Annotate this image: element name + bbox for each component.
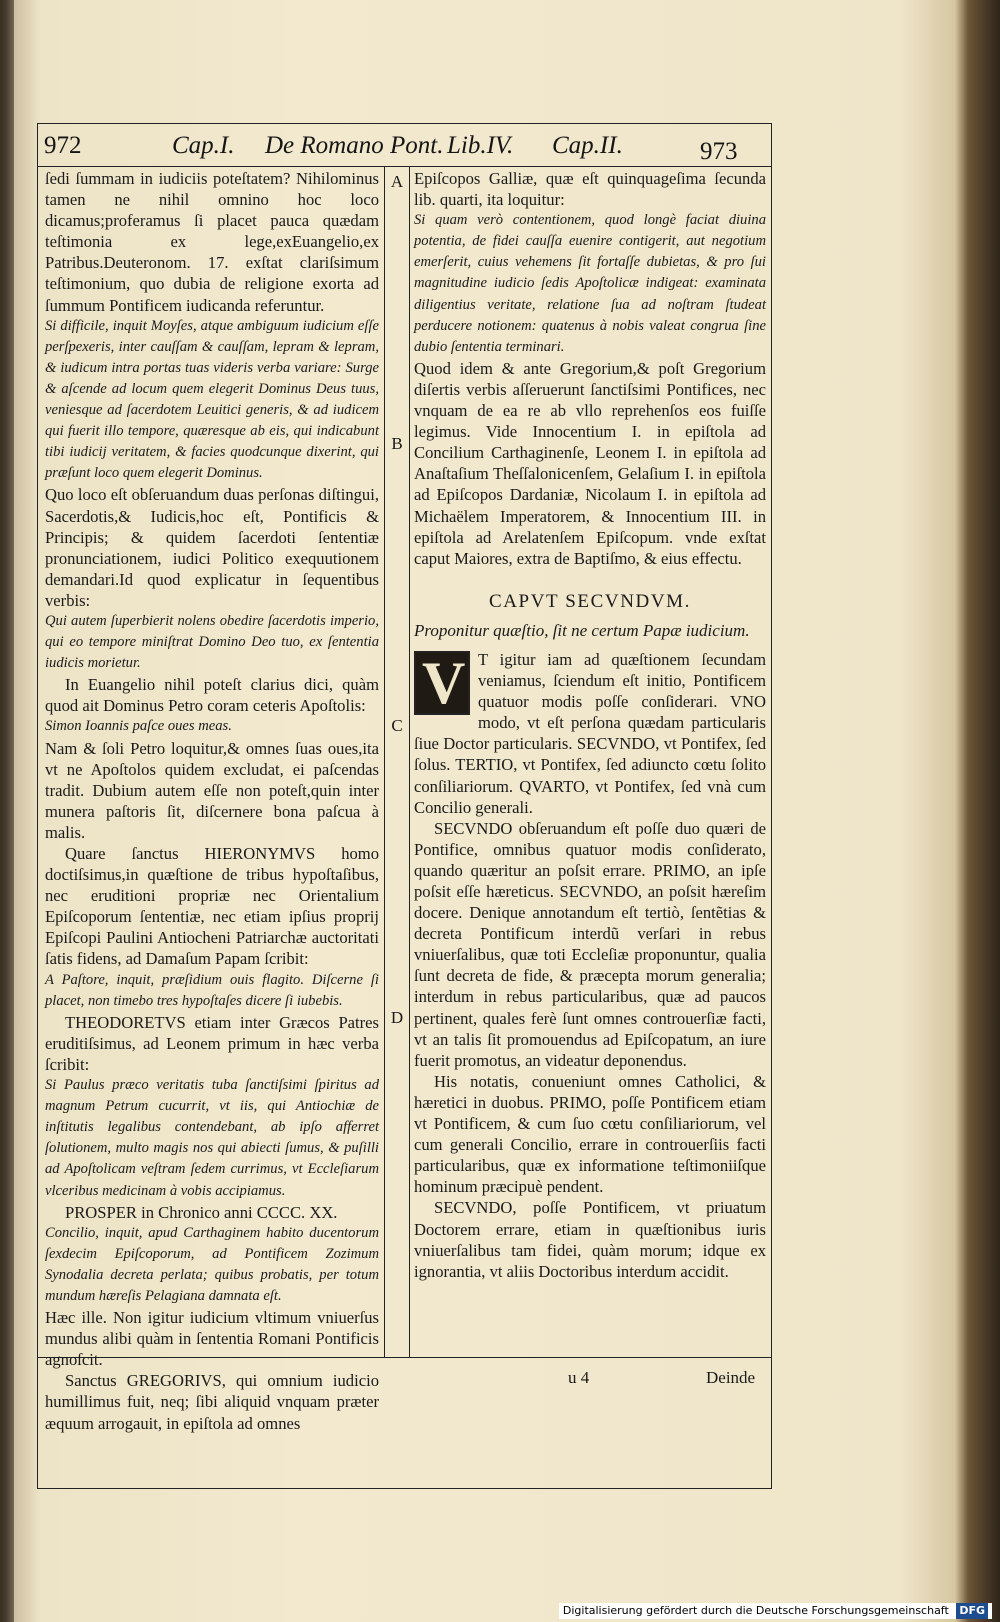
column-rule-left <box>384 167 385 1357</box>
left-text-column <box>45 168 379 1434</box>
scripture-quote: Si difficile, inquit Moyſes, atque ambiguum iudicium eſſe perſpexeris, inter cauſſam & cauſſam, lepram & lepram, & iudicum intra portas tuas videris verba variare: Surge & aſcende ad locum quem elegerit Dominus Deus tuus, veniesque ad ſacerdotem Leuitici generis, & ad iudicem qui fuerit illo tempore, quæresque ab eis, qui indicabunt tibi iudicij veritatem, & facies quodcunque dixerint, qui præſunt loco quem elegerit Dominus. <box>45 317 379 482</box>
margin-letter-b: B <box>391 434 403 453</box>
right-text-column <box>414 168 766 1282</box>
paragraph: Quare ſanctus HIERONYMVS homo doctiſsimus,in quæſtione de tribus hypoſtaſibus, nec eruditioni propriæ nec Orientalium Epiſcoporum ſententiæ, nec etiam ipſius proprij Epiſcopi Paulini Antiocheni Patriarchæ auctoritati ſatis fidens, ad Damaſum Papam ſcribit: <box>45 844 379 969</box>
paragraph: In Euangelio nihil poteſt clarius dici, quàm quod ait Dominus Petro coram ceteris Apoſtolis: <box>45 675 379 716</box>
header-rule <box>37 166 772 167</box>
paragraph: Sanctus GREGORIVS, qui omnium iudicio humillimus fuit, neq; ſibi aliquid vnquam præter æquum arrogauit, in epiſtola ad omnes <box>45 1371 379 1433</box>
paragraph: Quo loco eſt obſeruandum duas perſonas diſtingui, Sacerdotis,& Iudicis,hoc eſt, Pontificis & Principis; & quidem ſacerdoti ſententiæ pronunciationem, iudici Politico exequutionem demandari.Id quod explicatur in ſequentibus verbis: <box>45 485 379 610</box>
initial-letter: V <box>422 649 466 716</box>
credit-text: Digitalisierung gefördert durch die Deutsche Forschungsgemeinschaft <box>562 1604 949 1617</box>
chapter-heading: CAPVT SECVNDVM. <box>488 590 692 612</box>
dfg-logo: DFG <box>956 1603 988 1619</box>
margin-letter-c: C <box>391 716 403 735</box>
paragraph: T igitur iam ad quæſtionem ſecundam veniamus, ſciendum eſt initio, Pontificem quatuor modis poſſe conſiderari. VNO modo, vt eſt perſona quædam particularis ſiue Doctor particularis. SECVNDO, vt Pontifex, ſed ſolus. TERTIO, vt Pontifex, ſed adiuncto cœtu ſolito conſiliariorum. QVARTO, vt Pontifex, ſed vnà cum Concilio generali. <box>414 649 766 817</box>
book-spine-shadow <box>0 0 14 1622</box>
running-head-book: Lib.IV. <box>447 132 514 159</box>
chronicle-quote: Concilio, inquit, apud Carthaginem habito ducentorum ſexdecim Epiſcoporum, ad Pontificem Zozimum Synodalia decreta perlata; quibus probatis, per totum mundum hæreſis Pelagiana damnata eſt. <box>45 1224 379 1304</box>
running-head-chapter-left: Cap.I. <box>172 132 235 159</box>
left-page-number: 972 <box>44 132 82 159</box>
scripture-quote: Simon Ioannis paſce oues meas. <box>45 718 232 735</box>
papal-letter-quote: Si quam verò contentionem, quod longè faciat diuina potentia, de fidei cauſſa euenire contigerit, aut negotium emerſerit, cuius vehemens ſit fortaſſe dubietas, & pro ſui magnitudine iudicio ſedis Apoſtolicæ indigeat: examinata diligentius veritate, relatione ſua ad noſtram ſtudeat perducere notionem: quatenus à nobis valeat congrua ſine dubio ſententia terminari. <box>414 212 766 355</box>
paragraph: THEODORETVS etiam inter Græcos Patres eruditiſsimus, ad Leonem primum in hæc verba ſcribit: <box>45 1012 379 1074</box>
margin-letter-a: A <box>390 172 404 191</box>
right-page-number: 973 <box>700 138 738 165</box>
paragraph: Nam & ſoli Petro loquitur,& omnes ſuas oues,ita vt ne Apoſtolos quidem excludat, ei paſcendas tradit. Dubium autem eſſe non poteſt,quin inter munera paſtoris ſit, diſcernere bona paſcua à malis. <box>45 738 379 842</box>
digitization-credit <box>559 1603 992 1619</box>
signature-mark: u 4 <box>568 1368 590 1387</box>
catchword: Deinde <box>706 1368 756 1387</box>
patristic-quote: Si Paulus præco veritatis tuba ſanctiſsimi ſpiritus ad magnum Petrum cucurrit, vt iis, qui Antiochiæ de inſtitutis legalibus contendebant, ab ipſo afferret ſolutionem, multo magis nos qui abiecti ſumus, & puſilli ad Apoſtolicam veſtram ſedem currimus, vt Eccleſiarum vlceribus medicinam à vobis accipiamus. <box>45 1077 379 1199</box>
paragraph: Epiſcopos Galliæ, quæ eſt quinquageſima ſecunda lib. quarti, ita loquitur: <box>414 169 766 210</box>
paragraph: PROSPER in Chronico anni CCCC. XX. <box>65 1202 338 1222</box>
scripture-quote: Qui autem ſuperbierit nolens obedire ſacerdotis imperio, qui eo tempore miniſtrat Domino Deo tuo, ex ſententia iudicis morietur. <box>45 612 379 672</box>
column-rule-right <box>409 167 410 1357</box>
paragraph: His notatis, conueniunt omnes Catholici, & hæretici in duobus. PRIMO, poſſe Pontificem etiam vt Pontificem, & cum ſuo cœtu conſiliariorum, vel cum generali Concilio, errare in controuerſiis facti particularibus, quæ ex informatione teſtimoniiſque hominum præcipuè pendent. <box>414 1071 766 1197</box>
paragraph: Quod idem & ante Gregorium,& poſt Gregorium diſertis verbis aſſeruerunt ſanctiſsimi Pontifices, nec vnquam de ea re ab vllo reprehenſos eos fuiſſe legimus. Vide Innocentium I. in epiſtola ad Concilium Carthaginenſe, Leonem I. in epiſtola ad Anaſtaſium Theſſalonicenſem, Gelaſium I. in epiſtola ad Epiſcopos Dardaniæ, Nicolaum I. in epiſtola ad Michaëlem Imperatorem, & Innocentium III. in epiſtola ad Arelatenſem Epiſcopum. vnde exſtat caput Maiores, extra de Baptiſmo, & eius effectu. <box>414 358 766 568</box>
patristic-quote: A Paſtore, inquit, præſidium ouis flagito. Diſcerne ſi placet, non timebo tres hypoſtaſes dicere ſi iubebis. <box>45 971 379 1009</box>
running-head-title: De Romano Pont. <box>265 132 444 159</box>
paragraph: Hæc ille. Non igitur iudicium vltimum vniuerſus mundus alibi quàm in ſententia Romani Pontificis agnoſcit. <box>45 1308 379 1370</box>
paragraph: ſedi ſummam in iudiciis poteſtatem? Nihilominus tamen ne nihil omnino hoc loco dicamus;proferamus ſi placet pauca quædam teſtimonia ex lege,exEuangelio,ex Patribus.Deuteronom. 17. exſtat clariſsimum teſtimonium, quo dubia de religione exorta ad ſummum Pontificem iudicanda referuntur. <box>45 169 379 315</box>
margin-letter-d: D <box>390 1008 404 1027</box>
running-head-chapter-right: Cap.II. <box>552 132 623 159</box>
paragraph: SECVNDO obſeruandum eſt poſſe duo quæri de Pontifice, omnibus quatuor modis conſiderato, quando quæritur an poſsit errare. PRIMO, an ipſe poſsit eſſe hæreticus. SECVNDO, an poſsit hæreſim docere. Denique annotandum eſt tertiò, ſentẽtias & decreta Pontificum interdũ verſari in rebus vniuerſalibus, quæ toti Eccleſiæ proponuntur, qualia ſunt decreta de fide, & præcepta morum generalia; interdum in rebus particularibus, quæ ad paucos pertinent, quales ferè ſunt omnes controuerſiæ facti, vt an talis ſit promouendus ad Epiſcopatum, an iure fuerit promotus, an videatur deponendus. <box>414 818 766 1070</box>
decorated-initial <box>414 651 470 715</box>
chapter-subtitle: Proponitur quæſtio, ſit ne certum Papæ iudicium. <box>414 620 750 640</box>
paragraph: SECVNDO, poſſe Pontificem, vt priuatum Doctorem errare, etiam in quæſtionibus iuris vniuerſalibus tam fidei, quàm morum; idque ex ignorantia, vt aliis Doctoribus interdum accidit. <box>414 1198 766 1281</box>
